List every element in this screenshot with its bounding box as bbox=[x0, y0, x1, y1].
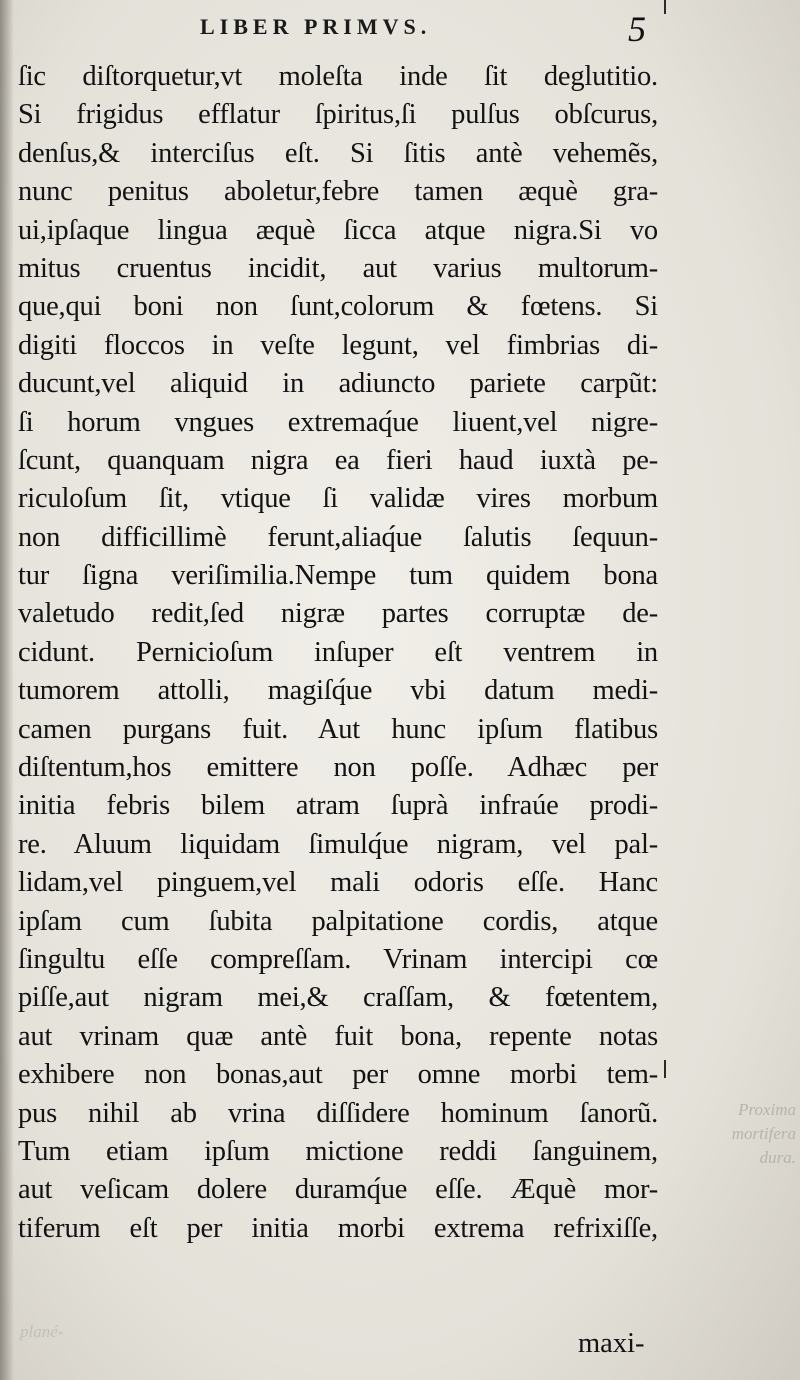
text-line: aut veſicam dolere duramq́ue eſſe. Æquè mor- bbox=[18, 1174, 658, 1206]
text-line: cidunt. Pernicioſum inſuper eſt ventrem in bbox=[18, 636, 658, 668]
margin-note-line: mortifera bbox=[731, 1124, 796, 1143]
page-number: 5 bbox=[628, 9, 646, 49]
text-line: mitus cruentus incidit, aut varius multorum- bbox=[18, 252, 658, 284]
text-line: que,qui boni non ſunt,colorum & fœtens. Si bbox=[18, 291, 658, 323]
text-line: lidam,vel pinguem,vel mali odoris eſſe. Hanc bbox=[18, 867, 658, 899]
text-line: pus nihil ab vrina diſſidere hominum ſanorũ. bbox=[18, 1097, 658, 1129]
edge-mark bbox=[664, 1060, 666, 1078]
text-line: nunc penitus aboletur,febre tamen æquè gra- bbox=[18, 176, 658, 208]
text-line: piſſe,aut nigram mei,& craſſam, & fœtentem, bbox=[18, 982, 658, 1014]
text-line: re. Aluum liquidam ſimulq́ue nigram, vel pal- bbox=[18, 828, 658, 860]
text-line: valetudo redit,ſed nigræ partes corruptæ de- bbox=[18, 598, 658, 630]
text-line: ſi horum vngues extremaq́ue liuent,vel nigre- bbox=[18, 406, 658, 438]
text-line: ſingultu eſſe compreſſam. Vrinam intercipi cœ bbox=[18, 943, 658, 975]
text-line: tiferum eſt per initia morbi extrema refrixiſſe, bbox=[18, 1212, 658, 1244]
text-line: Si frigidus efflatur ſpiritus,ſi pulſus obſcurus, bbox=[18, 99, 658, 131]
show-through-text: plané- bbox=[20, 1322, 64, 1341]
running-head: LIBER PRIMVS. bbox=[200, 14, 432, 39]
text-line: digiti floccos in veſte legunt, vel fimbrias di- bbox=[18, 329, 658, 361]
show-through-margin-note bbox=[686, 1098, 796, 1170]
page-gutter-shadow bbox=[0, 0, 14, 1380]
text-line: exhibere non bonas,aut per omne morbi tem- bbox=[18, 1059, 658, 1091]
text-line: ſic diſtorquetur,vt moleſta inde ſit deglutitio. bbox=[18, 61, 658, 92]
text-line: tur ſigna veriſimilia.Nempe tum quidem bona bbox=[18, 560, 658, 592]
text-line: ui,ipſaque lingua æquè ſicca atque nigra.Si vo bbox=[18, 214, 658, 246]
text-line: riculoſum ſit, vtique ſi validæ vires morbum bbox=[18, 483, 658, 515]
text-line: aut vrinam quæ antè fuit bona, repente notas bbox=[18, 1020, 658, 1052]
catchword: maxi- bbox=[578, 1328, 645, 1359]
edge-mark bbox=[664, 0, 666, 14]
text-line: camen purgans fuit. Aut hunc ipſum flatibus bbox=[18, 713, 658, 745]
text-line: ipſam cum ſubita palpitatione cordis, atque bbox=[18, 905, 658, 937]
text-line: denſus,& interciſus eſt. Si ſitis antè vehemẽs, bbox=[18, 137, 658, 169]
text-line: diſtentum,hos emittere non poſſe. Adhæc per bbox=[18, 752, 658, 784]
text-line: ducunt,vel aliquid in adiuncto pariete carpũt: bbox=[18, 368, 658, 400]
text-line: ſcunt, quanquam nigra ea fieri haud iuxtà pe- bbox=[18, 444, 658, 476]
text-line: Tum etiam ipſum mictione reddi ſanguinem, bbox=[18, 1135, 658, 1167]
text-line: non difficillimè ferunt,aliaq́ue ſalutis ſequun- bbox=[18, 521, 658, 553]
margin-note-line: dura. bbox=[759, 1148, 796, 1167]
text-line: tumorem attolli, magiſq́ue vbi datum medi- bbox=[18, 675, 658, 707]
margin-note-line: Proxima bbox=[738, 1100, 796, 1119]
body-text bbox=[18, 58, 658, 1248]
text-line: initia febris bilem atram ſuprà infraúe prodi- bbox=[18, 790, 658, 822]
